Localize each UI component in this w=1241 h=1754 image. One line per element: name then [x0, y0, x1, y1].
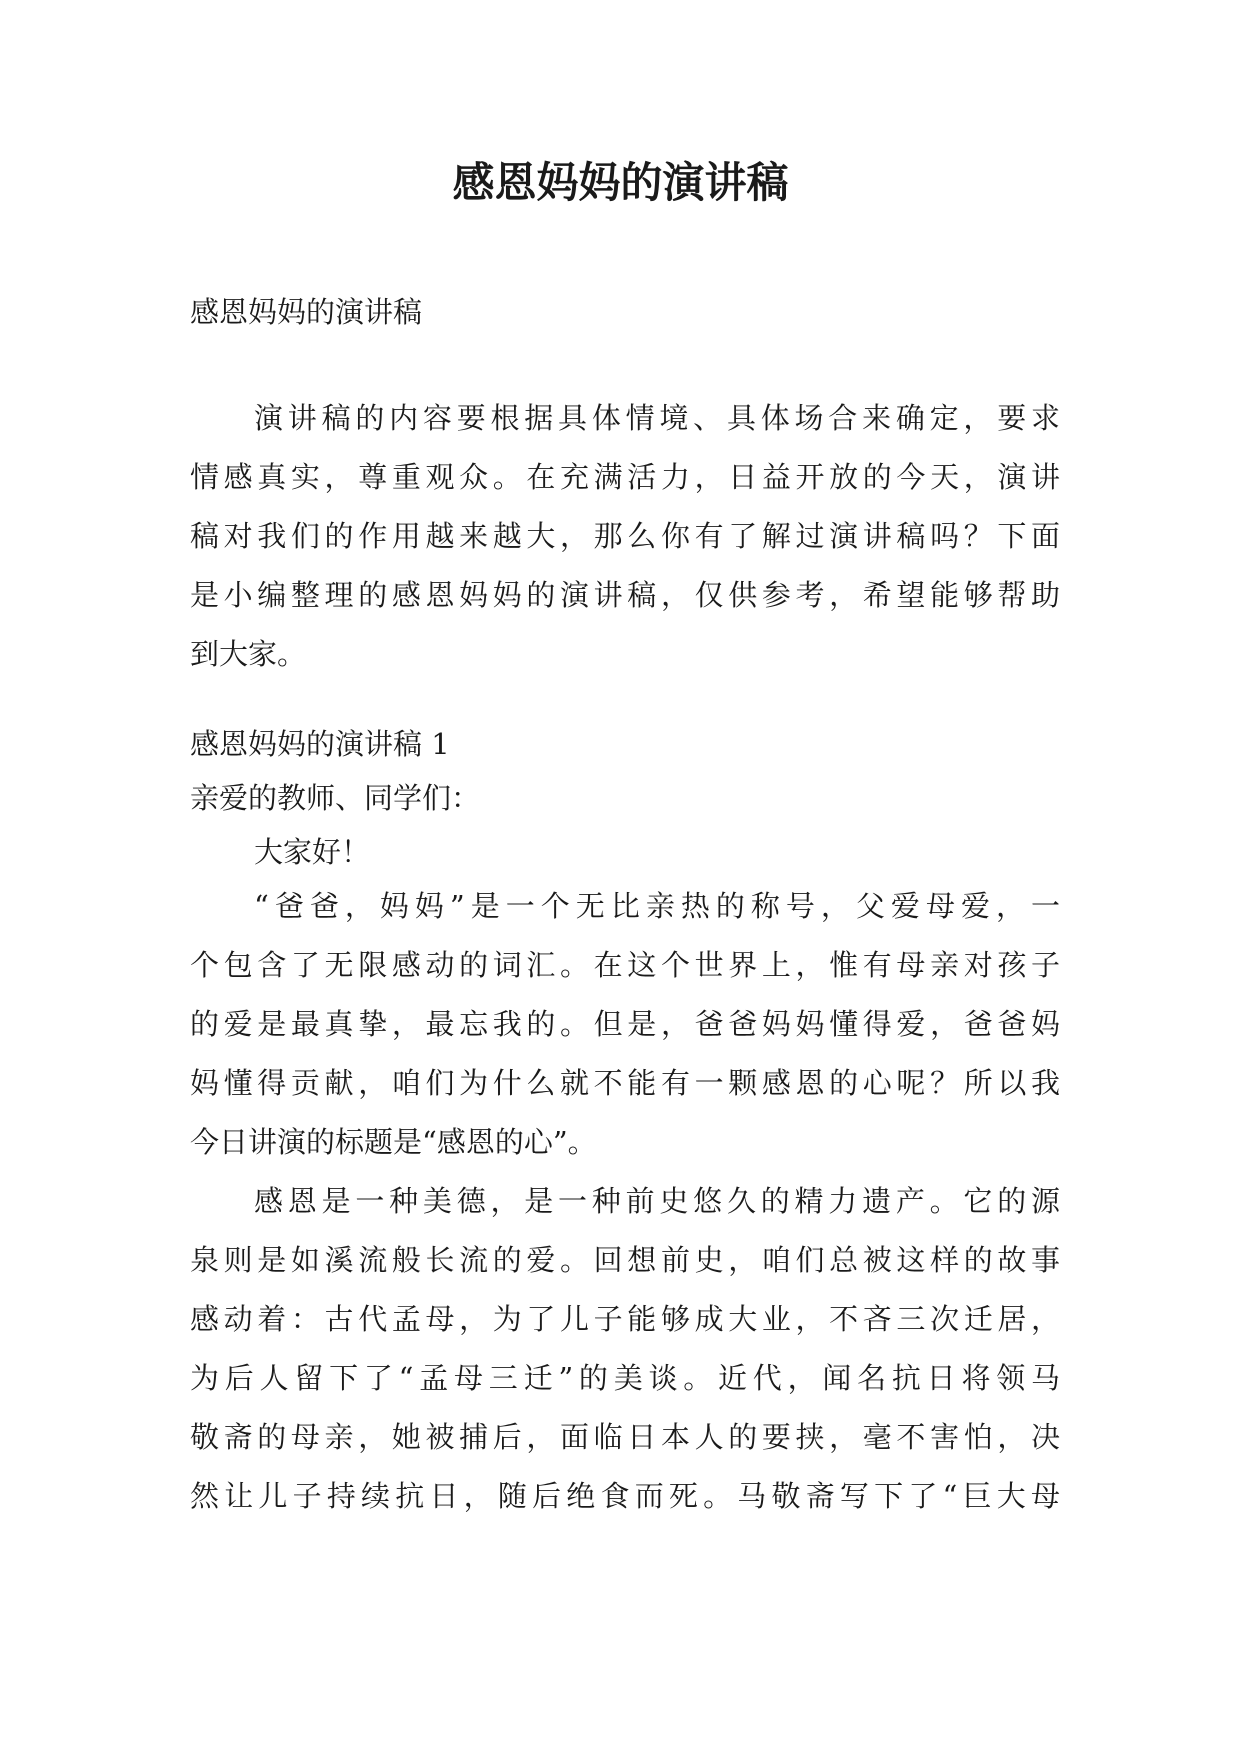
paragraph-line: 到大家。 [190, 637, 307, 671]
paragraph-line: 今日讲演的标题是“感恩的心”。 [190, 1125, 597, 1159]
intro-paragraph [190, 398, 1060, 693]
paragraph-line: 感恩是一种美德，是一种前史悠久的精力遗产。它的源 [254, 1184, 1060, 1218]
document-title: 感恩妈妈的演讲稿 [452, 158, 789, 207]
paragraph-line: 个包含了无限感动的词汇。在这个世界上，惟有母亲对孩子 [190, 948, 1060, 982]
paragraph-line: 稿对我们的作用越来越大，那么你有了解过演讲稿吗？下面 [190, 519, 1060, 553]
paragraph-line: 感动着：古代孟母，为了儿子能够成大业，不吝三次迁居， [190, 1302, 1060, 1336]
paragraph-line: “爸爸，妈妈”是一个无比亲热的称号，父爱母爱，一 [254, 889, 1060, 923]
paragraph-line: 然让儿子持续抗日，随后绝食而死。马敬斋写下了“巨大母 [190, 1479, 1060, 1513]
paragraph-1 [190, 886, 1060, 1181]
paragraph-line: 是小编整理的感恩妈妈的演讲稿，仅供参考，希望能够帮助 [190, 578, 1060, 612]
paragraph-line: 泉则是如溪流般长流的爱。回想前史，咱们总被这样的故事 [190, 1243, 1060, 1277]
document-subtitle: 感恩妈妈的演讲稿 [190, 295, 423, 329]
paragraph-2 [190, 1181, 1060, 1535]
paragraph-line: 为后人留下了“孟母三迁”的美谈。近代，闻名抗日将领马 [190, 1361, 1060, 1395]
salutation: 亲爱的教师、同学们： [190, 781, 481, 815]
paragraph-line: 的爱是最真挚，最忘我的。但是，爸爸妈妈懂得爱，爸爸妈 [190, 1007, 1060, 1041]
paragraph-line: 妈懂得贡献，咱们为什么就不能有一颗感恩的心呢？所以我 [190, 1066, 1060, 1100]
paragraph-line: 情感真实，尊重观众。在充满活力，日益开放的今天，演讲 [190, 460, 1060, 494]
section-heading: 感恩妈妈的演讲稿 1 [190, 727, 450, 761]
paragraph-line: 演讲稿的内容要根据具体情境、具体场合来确定，要求 [254, 401, 1060, 435]
paragraph-line: 敬斋的母亲，她被捕后，面临日本人的要挟，毫不害怕，决 [190, 1420, 1060, 1454]
greeting: 大家好！ [254, 835, 371, 869]
